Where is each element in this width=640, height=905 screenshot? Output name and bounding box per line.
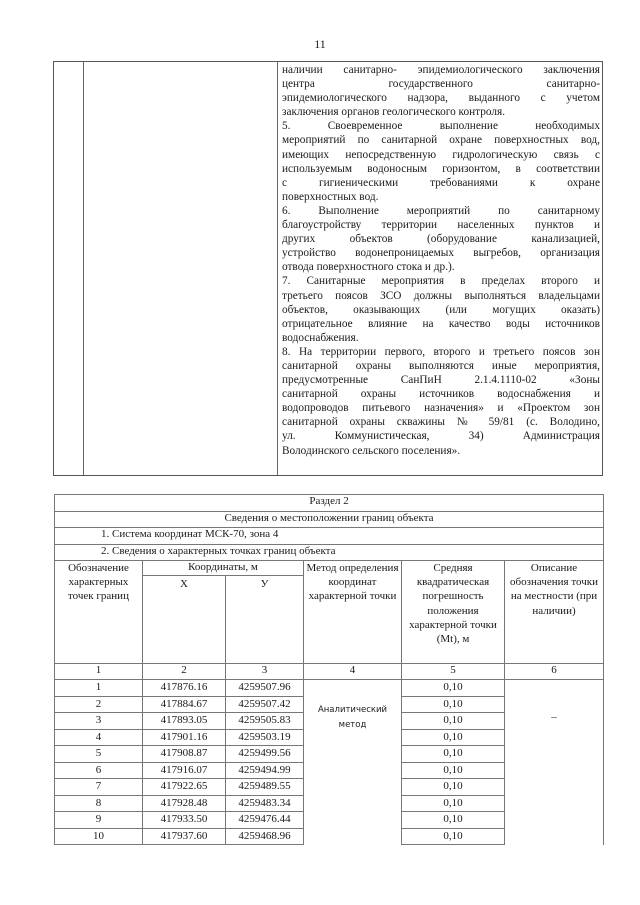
- paragraph-line: благоустройству территории населенных пунктов и: [282, 219, 600, 232]
- point-error: 0,10: [402, 812, 505, 829]
- point-id: 10: [55, 828, 143, 845]
- point-id: 4: [55, 729, 143, 746]
- paragraph-line: 7. Санитарные мероприятия в пределах второго и: [282, 275, 600, 288]
- paragraph-line: 5. Своевременное выполнение необходимых: [282, 120, 600, 133]
- point-x: 417928.48: [143, 795, 226, 812]
- boundary-points-table: [54, 494, 604, 845]
- point-id: 1: [55, 680, 143, 697]
- column-number-5: 5: [402, 664, 505, 680]
- paragraph-line: отвода поверхностного стока и др.).: [282, 261, 455, 274]
- header-description: Описание обозначения точки на местности (при наличии): [505, 561, 604, 664]
- point-error: 0,10: [402, 779, 505, 796]
- points-info-heading: 2. Сведения о характерных точках границ объекта: [55, 544, 604, 561]
- point-id: 3: [55, 713, 143, 730]
- paragraph-line: санитарной охраны выполняются иные мероприятия,: [282, 359, 600, 372]
- point-y: 4259507.42: [226, 696, 304, 713]
- point-id: 6: [55, 762, 143, 779]
- measures-table-text-column: [282, 63, 600, 458]
- measures-table: [53, 61, 603, 476]
- header-x: Х: [143, 576, 226, 664]
- section-title: Раздел 2: [55, 495, 604, 512]
- point-x: 417908.87: [143, 746, 226, 763]
- column-number-1: 1: [55, 664, 143, 680]
- point-error: 0,10: [402, 828, 505, 845]
- point-id: 7: [55, 779, 143, 796]
- paragraph-line: устройство водонепроницаемых выгребов, организация: [282, 247, 600, 260]
- column-number-3: 3: [226, 664, 304, 680]
- paragraph-line: водопроводов питьевого назначения» и «Проектом зон: [282, 402, 600, 415]
- point-x: 417937.60: [143, 828, 226, 845]
- point-x: 417893.05: [143, 713, 226, 730]
- section-subtitle: Сведения о местоположении границ объекта: [55, 511, 604, 528]
- page-number: 11: [314, 37, 326, 51]
- paragraph-line: эпидемиологического надзора, выданного с учетом: [282, 92, 600, 105]
- point-y: 4259476.44: [226, 812, 304, 829]
- paragraph-line: имеющих непосредственную гидрологическую связь с: [282, 148, 600, 161]
- point-x: 417916.07: [143, 762, 226, 779]
- point-id: 8: [55, 795, 143, 812]
- point-error: 0,10: [402, 729, 505, 746]
- header-y: У: [226, 576, 304, 664]
- paragraph-line: санитарной охраны скважины № 59/81 (с. Володино,: [282, 416, 600, 429]
- point-y: 4259468.96: [226, 828, 304, 845]
- point-y: 4259505.83: [226, 713, 304, 730]
- paragraph-line: санитарной охраны источников водоснабжения и: [282, 388, 600, 401]
- point-error: 0,10: [402, 696, 505, 713]
- measures-table-number-column: [54, 62, 84, 475]
- point-error: 0,10: [402, 746, 505, 763]
- paragraph-line: третьего поясов ЗСО должны выполняться владельцами: [282, 289, 600, 302]
- point-error: 0,10: [402, 713, 505, 730]
- point-id: 2: [55, 696, 143, 713]
- header-method: Метод определения координат характерной точки: [304, 561, 402, 664]
- point-y: 4259489.55: [226, 779, 304, 796]
- paragraph-line: объектов, оказывающих (или могущих оказать): [282, 303, 600, 316]
- paragraph-line: наличии санитарно- эпидемиологического заключения: [282, 64, 600, 76]
- paragraph-line: поверхностных вод.: [282, 190, 379, 203]
- point-error: 0,10: [402, 680, 505, 697]
- point-id: 9: [55, 812, 143, 829]
- paragraph-line: используемым водоносным горизонтом, в соответствии: [282, 162, 600, 175]
- point-y: 4259503.19: [226, 729, 304, 746]
- column-number-6: 6: [505, 664, 604, 680]
- point-x: 417933.50: [143, 812, 226, 829]
- column-number-4: 4: [304, 664, 402, 680]
- point-y: 4259507.96: [226, 680, 304, 697]
- point-x: 417922.65: [143, 779, 226, 796]
- paragraph-line: мероприятий по санитарной охране поверхностных вод,: [282, 134, 600, 147]
- paragraph-line: ул. Коммунистическая, 34) Администрация: [282, 430, 600, 443]
- measures-table-name-column: [84, 62, 278, 475]
- point-y: 4259499.56: [226, 746, 304, 763]
- point-y: 4259483.34: [226, 795, 304, 812]
- table-row: [55, 680, 604, 697]
- paragraph-line: других объектов (оборудование канализацией,: [282, 233, 600, 246]
- point-error: 0,10: [402, 762, 505, 779]
- header-point-designation: Обозначение характерных точек границ: [55, 561, 143, 664]
- paragraph-line: 8. На территории первого, второго и третьего поясов зон: [282, 345, 600, 358]
- paragraph-line: 6. Выполнение мероприятий по санитарному: [282, 204, 600, 217]
- header-error: Средняя квадратическая погрешность положения характерной точки (Mt), м: [402, 561, 505, 664]
- column-number-2: 2: [143, 664, 226, 680]
- coordinate-system: 1. Система координат МСК-70, зона 4: [55, 528, 604, 545]
- point-id: 5: [55, 746, 143, 763]
- paragraph-line: с гигиеническими требованиями к охране: [282, 176, 600, 189]
- header-coordinates: Координаты, м: [143, 561, 304, 576]
- point-x: 417876.16: [143, 680, 226, 697]
- point-x: 417884.67: [143, 696, 226, 713]
- point-x: 417901.16: [143, 729, 226, 746]
- method-value: Аналитический метод: [304, 680, 402, 845]
- point-error: 0,10: [402, 795, 505, 812]
- paragraph-line: отрицательное влияние на качество воды источников: [282, 317, 600, 330]
- paragraph-line: заключения органов геологического контроля.: [282, 106, 506, 119]
- paragraph-line: предусмотренные СанПиН 2.1.4.1110-02 «Зоны: [282, 374, 600, 387]
- description-value: –: [505, 680, 604, 845]
- paragraph-line: центра государственного санитарно-: [282, 78, 600, 91]
- paragraph-line: водоснабжения.: [282, 331, 359, 344]
- point-y: 4259494.99: [226, 762, 304, 779]
- paragraph-line: Володинского сельского поселения».: [282, 444, 461, 457]
